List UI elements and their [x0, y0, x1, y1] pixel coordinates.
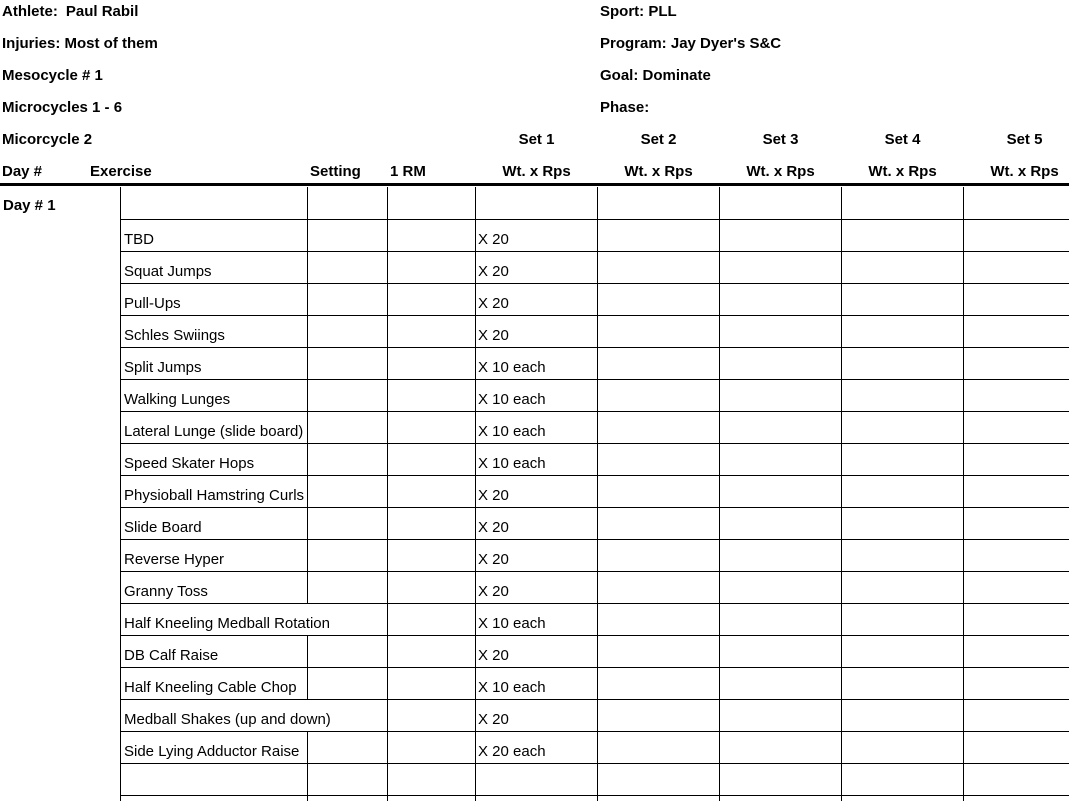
setting-divider: [307, 731, 308, 763]
setting-divider: [307, 347, 308, 379]
exercise-name: Pull-Ups: [124, 295, 181, 312]
col-set-5-wt: Wt. x Rps: [990, 163, 1059, 180]
set-1-title: Set 1: [518, 131, 555, 148]
exercise-name: Half Kneeling Cable Chop: [124, 679, 297, 696]
col-set-1-wt: Wt. x Rps: [502, 163, 571, 180]
exercise-name: Schles Swiings: [124, 327, 225, 344]
grid-hline: [120, 635, 1069, 636]
sport-line: Sport: PLL: [600, 3, 677, 20]
set-1-value: X 10 each: [478, 455, 546, 472]
day-label: Day # 1: [3, 197, 56, 214]
setting-divider: [307, 411, 308, 443]
exercise-name: Speed Skater Hops: [124, 455, 255, 472]
grid-hline: [120, 315, 1069, 316]
grid-hline: [120, 699, 1069, 700]
set-1-value: X 10 each: [478, 359, 546, 376]
grid-vline: [719, 187, 720, 801]
grid-hline: [120, 219, 1069, 220]
setting-divider: [307, 219, 308, 251]
exercise-name: DB Calf Raise: [124, 647, 219, 664]
phase-line: Phase:: [600, 99, 650, 116]
exercise-name: Half Kneeling Medball Rotation: [124, 615, 330, 632]
set-1-value: X 20: [478, 583, 509, 600]
grid-hline: [120, 347, 1069, 348]
injuries-line: Injuries: Most of them: [2, 35, 158, 52]
athlete-line: [2, 3, 138, 21]
col-set-2-wt: Wt. x Rps: [624, 163, 693, 180]
setting-divider: [307, 507, 308, 539]
set-1-value: X 10 each: [478, 423, 546, 440]
col-set-4-wt: Wt. x Rps: [868, 163, 937, 180]
set-1-value: X 20 each: [478, 743, 546, 760]
set-1-value: X 10 each: [478, 679, 546, 696]
athlete-label: Athlete:: [2, 3, 58, 20]
grid-vline: [387, 187, 388, 801]
microcycles-line: Microcycles 1 - 6: [2, 99, 123, 116]
grid-vline: [120, 187, 121, 801]
exercise-name: Physioball Hamstring Curls: [124, 487, 305, 504]
athlete-value: Paul Rabil: [65, 3, 139, 20]
setting-divider: [307, 635, 308, 667]
set-3-title: Set 3: [762, 131, 799, 148]
header-rule: [0, 183, 1069, 186]
set-2-title: Set 2: [640, 131, 677, 148]
exercise-name: TBD: [124, 231, 154, 248]
exercise-name: Lateral Lunge (slide board): [124, 423, 304, 440]
exercise-name: Walking Lunges: [124, 391, 231, 408]
goal-line: Goal: Dominate: [600, 67, 711, 84]
set-1-value: X 10 each: [478, 615, 546, 632]
col-1rm: 1 RM: [390, 163, 426, 180]
grid-hline: [120, 283, 1069, 284]
grid-hline: [120, 603, 1069, 604]
grid-hline: [120, 475, 1069, 476]
setting-divider: [307, 475, 308, 507]
set-1-value: X 20: [478, 231, 509, 248]
exercise-name: Reverse Hyper: [124, 551, 225, 568]
grid-hline: [120, 539, 1069, 540]
exercise-name: Split Jumps: [124, 359, 202, 376]
col-setting: Setting: [310, 163, 361, 180]
set-1-value: X 20: [478, 487, 509, 504]
set-1-value: X 20: [478, 711, 509, 728]
grid-vline: [475, 187, 476, 801]
setting-divider: [307, 187, 308, 219]
grid-vline: [597, 187, 598, 801]
mesocycle-line: Mesocycle # 1: [2, 67, 103, 84]
set-1-value: X 20: [478, 295, 509, 312]
set-1-value: X 20: [478, 647, 509, 664]
micorcycle-line: Micorcycle 2: [2, 131, 93, 148]
set-1-value: X 20: [478, 327, 509, 344]
exercise-name: Medball Shakes (up and down): [124, 711, 331, 728]
grid-hline: [120, 731, 1069, 732]
setting-divider: [307, 251, 308, 283]
grid-hline: [120, 571, 1069, 572]
col-exercise: Exercise: [90, 163, 152, 180]
grid-hline: [120, 443, 1069, 444]
set-4-title: Set 4: [884, 131, 921, 148]
grid-hline: [120, 251, 1069, 252]
grid-hline: [120, 507, 1069, 508]
setting-divider: [307, 283, 308, 315]
setting-divider: [307, 443, 308, 475]
exercise-name: Side Lying Adductor Raise: [124, 743, 300, 760]
grid-hline: [120, 411, 1069, 412]
program-line: Program: Jay Dyer's S&C: [600, 35, 782, 52]
grid-vline: [963, 187, 964, 801]
setting-divider: [307, 571, 308, 603]
grid-vline: [841, 187, 842, 801]
grid-hline: [120, 795, 1069, 796]
set-1-value: X 20: [478, 551, 509, 568]
exercise-name: Slide Board: [124, 519, 202, 536]
set-5-title: Set 5: [1006, 131, 1043, 148]
setting-divider: [307, 667, 308, 699]
col-set-3-wt: Wt. x Rps: [746, 163, 815, 180]
exercise-name: Granny Toss: [124, 583, 208, 600]
set-1-value: X 20: [478, 519, 509, 536]
col-day: Day #: [2, 163, 43, 180]
grid-hline: [120, 763, 1069, 764]
setting-divider: [307, 379, 308, 411]
set-1-value: X 20: [478, 263, 509, 280]
grid-hline: [120, 667, 1069, 668]
setting-divider: [307, 315, 308, 347]
set-1-value: X 10 each: [478, 391, 546, 408]
grid-hline: [120, 379, 1069, 380]
exercise-name: Squat Jumps: [124, 263, 212, 280]
setting-divider: [307, 539, 308, 571]
